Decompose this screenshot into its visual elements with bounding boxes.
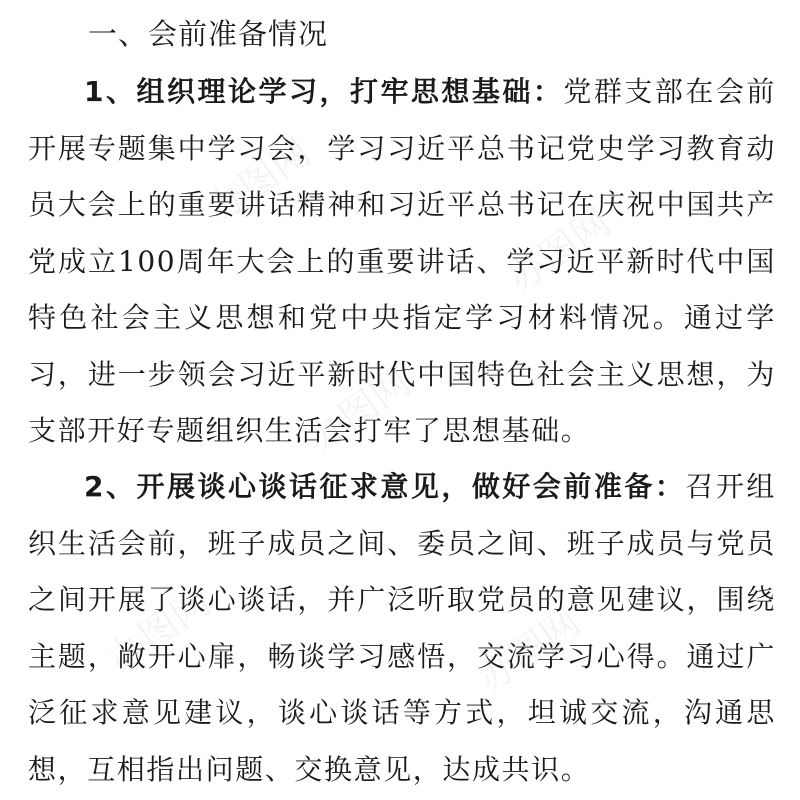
paragraph-1-body: 党群支部在会前开展专题集中学习会，学习习近平总书记党史学习教育动员大会上的重要讲话精神和习近平总书记在庆祝中国共产党成立100周年大会上的重要讲话、学习近平新时代中国特色社会主义思想和党中央指定学习材料情况。通过学习，进一步领会习近平新时代中国特色社会主义思想，为支部开好专题组织生活会打牢了思想基础。 <box>28 75 776 447</box>
paragraph-2-lead: 2、开展谈心谈话征求意见，做好会前准备： <box>84 470 686 503</box>
paragraph-2 <box>28 459 776 798</box>
paragraph-1-lead: 1、组织理论学习，打牢思想基础： <box>84 75 564 108</box>
paragraph-1 <box>28 64 776 460</box>
section-heading: 一、会前准备情况 <box>88 17 329 51</box>
paragraph-2-body: 召开组织生活会前，班子成员之间、委员之间、班子成员与党员之间开展了谈心谈话，并广泛听取党员的意见建议，围绕主题，敞开心扉，畅谈学习感悟，交流学习心得。通过广泛征求意见建议，谈心谈话等方式，坦诚交流，沟通思想，互相指出问题、交换意见，达成共识。 <box>28 470 776 786</box>
